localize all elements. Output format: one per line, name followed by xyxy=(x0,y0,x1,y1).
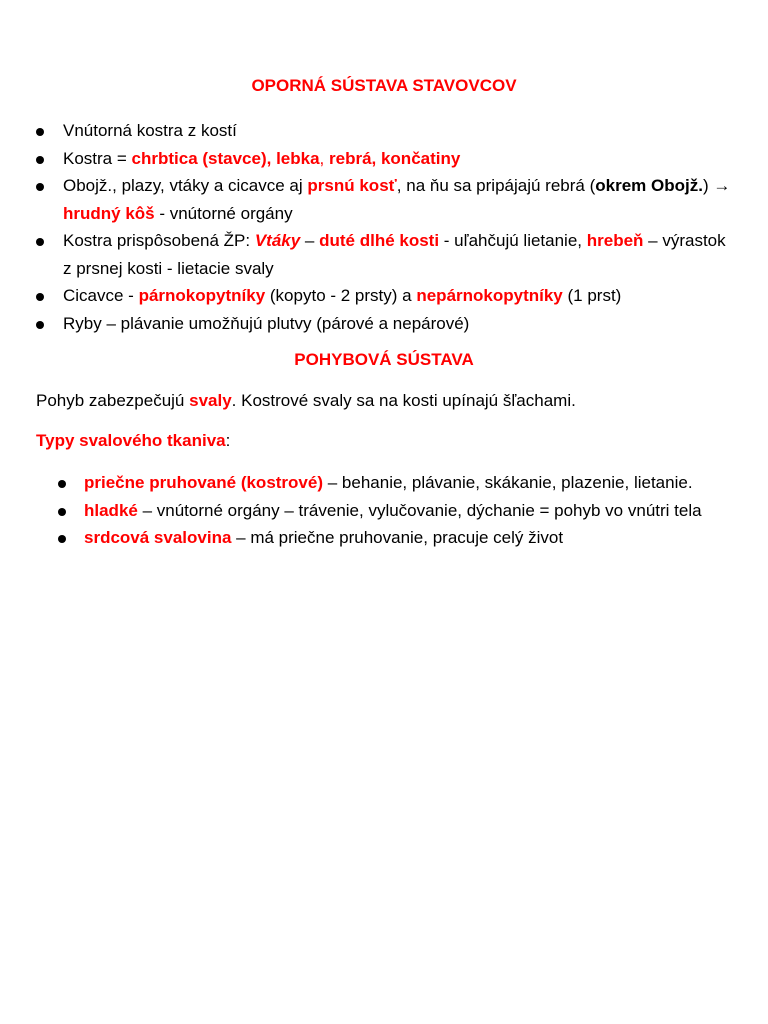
text-run: rebrá, končatiny xyxy=(329,148,461,168)
text-run: Ryby – plávanie umožňujú plutvy (párové a nepárové) xyxy=(63,313,470,333)
bullet-icon xyxy=(36,321,44,329)
text-run: priečne pruhované (kostrové) xyxy=(84,473,324,492)
text-run: hrudný kôš xyxy=(63,203,155,223)
list-item xyxy=(36,227,736,282)
text-run: nepárnokopytníky xyxy=(416,286,563,305)
paragraph-muscles-intro xyxy=(36,387,736,414)
text-run: - vnútorné orgány xyxy=(154,203,293,223)
text-run: Pohyb zabezpečujú xyxy=(36,391,190,410)
list-item xyxy=(36,172,736,227)
section-title-pohybova-sustava: POHYBOVÁ SÚSTAVA xyxy=(294,350,474,369)
text-run: – výrastok z prsnej kosti - lietacie svaly xyxy=(63,231,726,278)
section-title-oporna-sustava: OPORNÁ SÚSTAVA STAVOVCOV xyxy=(251,76,517,95)
text-run: – xyxy=(300,231,320,250)
text-run: , na ňu sa pripájajú rebrá ( xyxy=(396,176,596,195)
text-run: duté dlhé kosti xyxy=(319,231,440,250)
bullet-icon xyxy=(36,183,44,191)
bullet-icon xyxy=(36,156,44,164)
skeleton-bullet-list xyxy=(36,117,736,337)
text-run: (1 prst) xyxy=(562,286,622,305)
paragraph-muscle-types-heading xyxy=(36,427,736,454)
bullet-icon xyxy=(58,535,66,543)
text-run: – vnútorné orgány – trávenie, vylučovanie, dýchanie = pohyb vo vnútri tela xyxy=(137,500,702,520)
text-run: okrem Obojž. xyxy=(595,176,703,195)
bullet-icon xyxy=(36,293,44,301)
text-run: prsnú kosť xyxy=(307,176,397,195)
text-run: Kostra = xyxy=(63,148,132,168)
text-run: Vtáky xyxy=(254,231,301,250)
text-run: – behanie, plávanie, skákanie, plazenie, lietanie. xyxy=(323,473,693,492)
list-item xyxy=(36,117,736,145)
bullet-icon xyxy=(36,238,44,246)
text-run: - uľahčujú lietanie, xyxy=(439,231,587,250)
text-run: Vnútorná kostra z kostí xyxy=(63,121,237,140)
text-run: chrbtica (stavce), lebka xyxy=(131,148,320,168)
bullet-icon xyxy=(58,480,66,488)
text-run: . Kostrové svaly sa na kosti upínajú šľachami. xyxy=(231,391,576,410)
text-run: ) → xyxy=(702,176,731,195)
list-item xyxy=(36,310,736,338)
text-run: svaly xyxy=(189,391,232,410)
text-run: (kopyto - 2 prsty) a xyxy=(265,286,417,305)
list-item xyxy=(58,524,718,552)
muscle-types-bullet-list xyxy=(58,469,718,552)
bullet-icon xyxy=(36,128,44,136)
text-run: hrebeň xyxy=(586,231,644,250)
text-run: Kostra prispôsobená ŽP: xyxy=(63,231,255,250)
text-run: Cicavce - xyxy=(63,286,139,305)
text-run: srdcová svalovina xyxy=(84,528,232,547)
bullet-icon xyxy=(58,508,66,516)
text-run: , xyxy=(319,148,329,168)
list-item xyxy=(36,145,736,173)
text-run: Typy svalového tkaniva xyxy=(36,431,226,450)
list-item xyxy=(58,497,718,525)
list-item xyxy=(36,282,736,310)
text-run: párnokopytníky xyxy=(138,286,266,305)
text-run: : xyxy=(225,431,231,450)
text-run: Obojž., plazy, vtáky a cicavce aj xyxy=(63,176,308,195)
list-item xyxy=(58,469,718,497)
text-run: hladké xyxy=(84,500,138,520)
text-run: – má priečne pruhovanie, pracuje celý život xyxy=(231,528,564,547)
